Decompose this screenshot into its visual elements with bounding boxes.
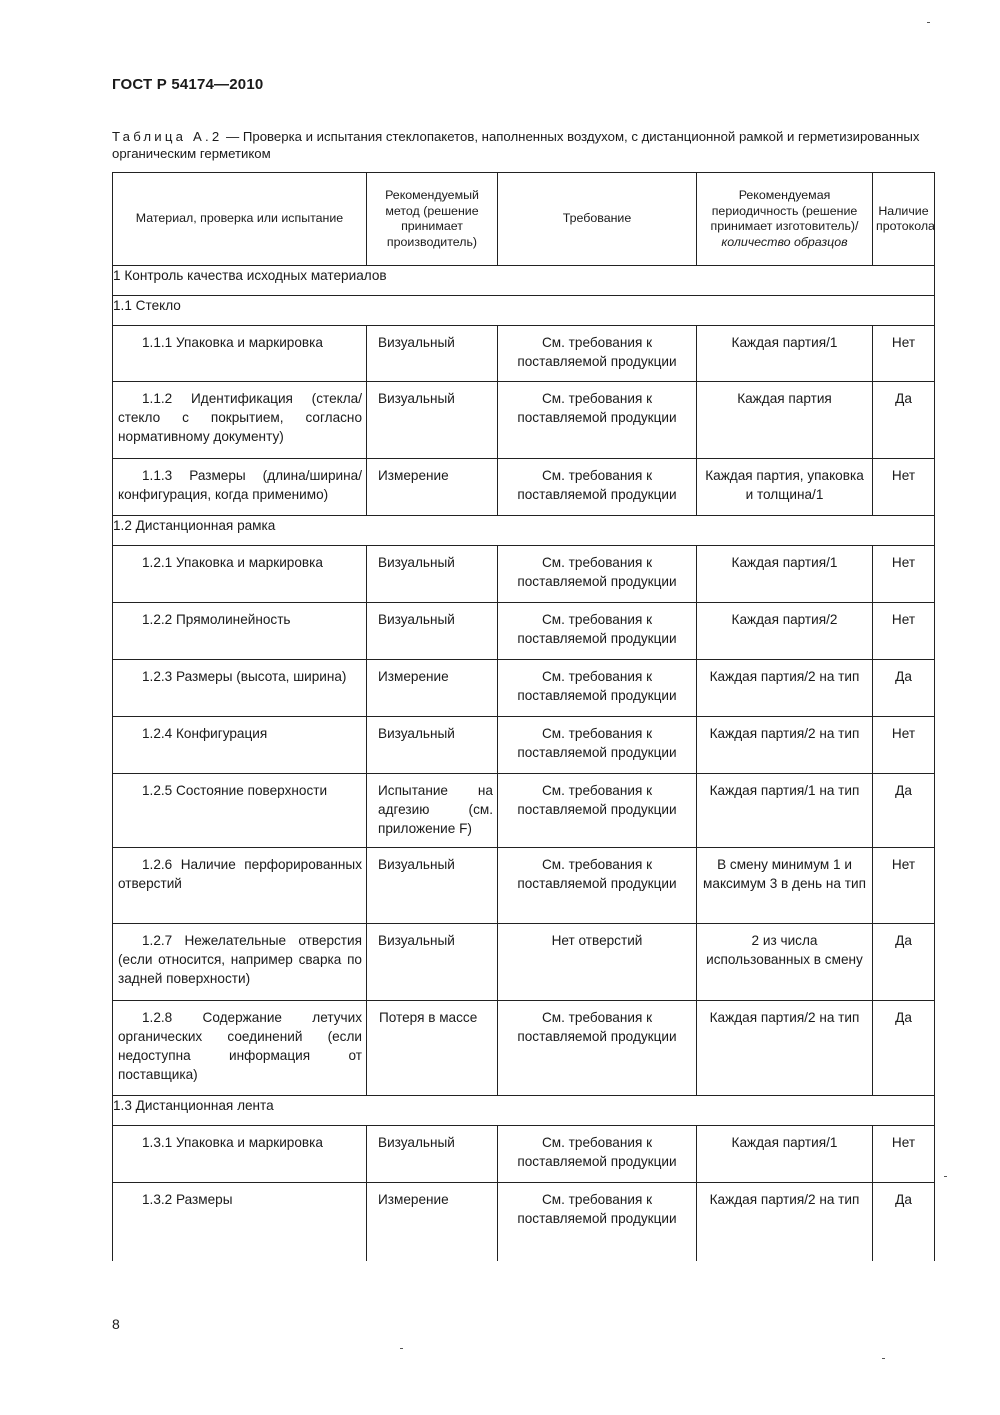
cell-method: Визуальный — [367, 1126, 498, 1183]
cell-frequency: Каждая партия/1 — [697, 1126, 873, 1183]
cell-requirement: См. требования к поставляемой продукции — [498, 382, 697, 459]
header-requirement: Требование — [498, 173, 697, 266]
cell-item-text: 1.2.6 Наличие перфорированных отверстий — [118, 857, 362, 891]
cell-item-text: 1.1.2 Идентификация (стекла/стекло с покрытием, согласно нормативному документу) — [118, 391, 362, 444]
cell-requirement: См. требования к поставляемой продукции — [498, 1183, 697, 1261]
cell-item-text: 1.2.7 Нежелательные отверстия (если относится, например сварка по задней поверхности) — [118, 933, 362, 986]
document-header: ГОСТ Р 54174—2010 — [112, 76, 264, 93]
cell-requirement: См. требования к поставляемой продукции — [498, 1126, 697, 1183]
cell-method: Визуальный — [367, 326, 498, 382]
table-row — [113, 326, 935, 382]
header-frequency-italic: количество образцов — [721, 234, 848, 249]
cell-method: Визуальный — [367, 546, 498, 603]
table-row — [113, 546, 935, 603]
table-row — [113, 924, 935, 1001]
section-title: 1.1 Стекло — [113, 296, 935, 326]
cell-method: Измерение — [367, 1183, 498, 1261]
cell-method: Визуальный — [367, 717, 498, 774]
cell-item — [113, 546, 367, 603]
section-title: 1.2 Дистанционная рамка — [113, 516, 935, 546]
cell-item-text: 1.2.5 Состояние поверхности — [142, 783, 328, 798]
cell-protocol: Да — [873, 924, 935, 1001]
cell-item-text: 1.1.3 Размеры (длина/ширина/конфигурация, когда применимо) — [118, 468, 362, 502]
cell-frequency: Каждая партия/2 на тип — [697, 1001, 873, 1096]
cell-item-text: 1.2.1 Упаковка и маркировка — [142, 555, 323, 570]
header-material: Материал, проверка или испытание — [113, 173, 367, 266]
section-title: 1 Контроль качества исходных материалов — [113, 266, 935, 296]
cell-protocol: Нет — [873, 848, 935, 924]
cell-requirement: См. требования к поставляемой продукции — [498, 1001, 697, 1096]
cell-protocol: Нет — [873, 326, 935, 382]
table-row — [113, 603, 935, 660]
cell-frequency: Каждая партия/2 — [697, 603, 873, 660]
cell-requirement: См. требования к поставляемой продукции — [498, 603, 697, 660]
cell-item-text: 1.3.1 Упаковка и маркировка — [142, 1135, 323, 1150]
section-row — [113, 1096, 935, 1126]
cell-frequency: Каждая партия/2 на тип — [697, 717, 873, 774]
cell-method: Визуальный — [367, 382, 498, 459]
cell-method: Измерение — [367, 459, 498, 516]
cell-requirement: См. требования к поставляемой продукции — [498, 848, 697, 924]
section-row — [113, 516, 935, 546]
cell-requirement: См. требования к поставляемой продукции — [498, 459, 697, 516]
header-frequency-text: Рекомендуемая периодичность (решение принимает изготовитель)/ — [710, 188, 859, 233]
cell-item — [113, 326, 367, 382]
table-caption — [112, 128, 936, 162]
table-caption-text: — Проверка и испытания стеклопакетов, наполненных воздухом, с дистанционной рамкой и герметизированных органическим герметиком — [112, 129, 920, 161]
table-header-row — [113, 173, 935, 266]
cell-item — [113, 717, 367, 774]
cell-protocol: Да — [873, 382, 935, 459]
table-caption-label: Таблица А.2 — [112, 129, 223, 144]
cell-item — [113, 848, 367, 924]
cell-requirement: См. требования к поставляемой продукции — [498, 546, 697, 603]
table-row — [113, 717, 935, 774]
cell-item — [113, 382, 367, 459]
cell-protocol: Нет — [873, 603, 935, 660]
cell-frequency: 2 из числа использованных в смену — [697, 924, 873, 1001]
cell-requirement: См. требования к поставляемой продукции — [498, 717, 697, 774]
cell-item-text: 1.2.8 Содержание летучих органических соединений (если недоступна информация от поставщика) — [118, 1010, 362, 1082]
cell-protocol: Да — [873, 1001, 935, 1096]
scan-speck — [927, 22, 930, 23]
header-method: Рекомендуемый метод (решение принимает производитель) — [367, 173, 498, 266]
section-row — [113, 296, 935, 326]
cell-item — [113, 660, 367, 717]
table-row — [113, 660, 935, 717]
cell-frequency: Каждая партия/1 — [697, 546, 873, 603]
scan-speck — [944, 1176, 947, 1177]
cell-frequency: Каждая партия/2 на тип — [697, 660, 873, 717]
cell-item — [113, 1126, 367, 1183]
cell-item — [113, 1001, 367, 1096]
cell-protocol: Нет — [873, 459, 935, 516]
cell-frequency: Каждая партия/1 на тип — [697, 774, 873, 848]
section-title: 1.3 Дистанционная лента — [113, 1096, 935, 1126]
cell-item-text: 1.2.3 Размеры (высота, ширина) — [142, 669, 347, 684]
cell-method: Визуальный — [367, 603, 498, 660]
cell-requirement: См. требования к поставляемой продукции — [498, 326, 697, 382]
cell-protocol: Нет — [873, 1126, 935, 1183]
table-row — [113, 1126, 935, 1183]
cell-method: Испытание на адгезию (см. приложение F) — [367, 774, 498, 848]
cell-method: Визуальный — [367, 848, 498, 924]
cell-frequency: Каждая партия/2 на тип — [697, 1183, 873, 1261]
cell-requirement: См. требования к поставляемой продукции — [498, 774, 697, 848]
cell-item-text: 1.2.2 Прямолинейность — [142, 612, 291, 627]
cell-item-text: 1.2.4 Конфигурация — [142, 726, 268, 741]
cell-item — [113, 459, 367, 516]
cell-frequency: Каждая партия, упаковка и толщина/1 — [697, 459, 873, 516]
cell-item-text: 1.1.1 Упаковка и маркировка — [142, 335, 323, 350]
table-row — [113, 459, 935, 516]
cell-requirement: См. требования к поставляемой продукции — [498, 660, 697, 717]
cell-item — [113, 924, 367, 1001]
cell-method: Измерение — [367, 660, 498, 717]
cell-protocol: Нет — [873, 717, 935, 774]
table-row — [113, 774, 935, 848]
header-frequency — [697, 173, 873, 266]
table-row — [113, 848, 935, 924]
page-number: 8 — [112, 1316, 120, 1332]
table-row — [113, 1183, 935, 1261]
section-row — [113, 266, 935, 296]
cell-item — [113, 603, 367, 660]
table-row — [113, 1001, 935, 1096]
cell-method: Потеря в массе — [367, 1001, 498, 1096]
cell-method: Визуальный — [367, 924, 498, 1001]
cell-protocol: Нет — [873, 546, 935, 603]
cell-protocol: Да — [873, 660, 935, 717]
cell-frequency: Каждая партия/1 — [697, 326, 873, 382]
cell-protocol: Да — [873, 774, 935, 848]
cell-requirement: Нет отверстий — [498, 924, 697, 1001]
header-protocol: Наличие протокола — [873, 173, 935, 266]
cell-item-text: 1.3.2 Размеры — [142, 1192, 233, 1207]
table-row — [113, 382, 935, 459]
cell-item — [113, 1183, 367, 1261]
scan-speck — [882, 1358, 885, 1359]
cell-frequency: В смену минимум 1 и максимум 3 в день на тип — [697, 848, 873, 924]
cell-protocol: Да — [873, 1183, 935, 1261]
inspection-table — [112, 172, 935, 1261]
cell-frequency: Каждая партия — [697, 382, 873, 459]
cell-item — [113, 774, 367, 848]
scan-speck — [400, 1348, 403, 1349]
